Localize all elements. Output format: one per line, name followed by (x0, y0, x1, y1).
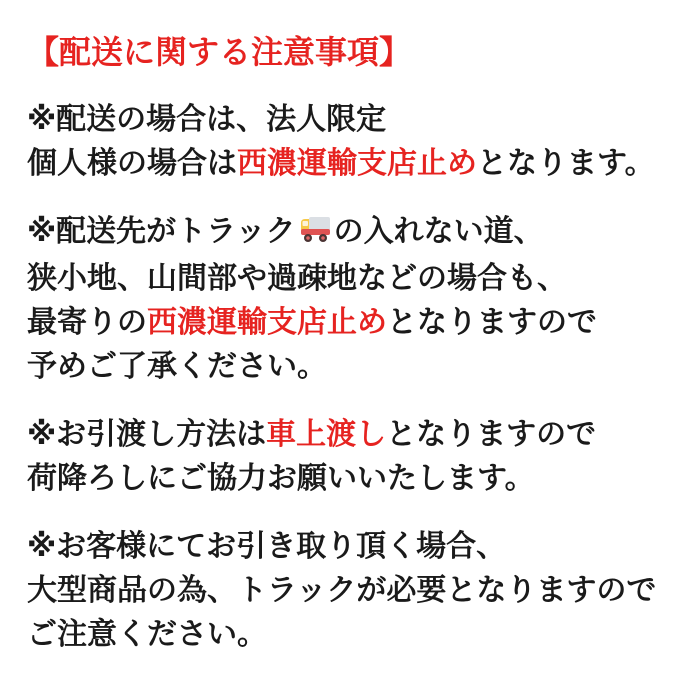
text-segment: となりますので (386, 418, 597, 451)
text-segment: 最寄りの (27, 306, 147, 339)
text-segment: ※お引渡し方法は (27, 418, 267, 451)
notice-line (27, 210, 680, 257)
text-segment: ※配送先がトラック (27, 215, 296, 248)
notice-line (27, 301, 680, 345)
text-segment: 大型商品の為、トラックが必要となりますので (27, 574, 657, 607)
highlight-tailgate-delivery: 車上渡し (266, 418, 387, 451)
notice-line (27, 345, 680, 389)
text-segment: 狭小地、山間部や過疎地などの場合も、 (27, 262, 567, 295)
text-segment: 予めご了承ください。 (27, 350, 327, 383)
delivery-truck-icon (298, 213, 332, 257)
text-segment: ※お客様にてお引き取り頂く場合、 (27, 530, 507, 563)
text-segment: ※配送の場合は、法人限定 (27, 103, 387, 136)
paragraph-corporate-only (27, 98, 680, 186)
notice-line (27, 457, 680, 501)
highlight-seino-branch-hold: 西濃運輸支店止め (147, 306, 387, 339)
text-segment: 荷降ろしにご協力お願いいたします。 (27, 462, 535, 495)
paragraph-inaccessible-roads (27, 210, 680, 389)
notice-line (27, 525, 680, 569)
notice-line (27, 413, 680, 457)
paragraph-handover-method (27, 413, 680, 501)
notice-line (27, 98, 680, 142)
notice-line (27, 142, 680, 186)
highlight-seino-branch-hold: 西濃運輸支店止め (237, 147, 477, 180)
text-segment: となりますので (387, 306, 597, 339)
notice-line (27, 257, 680, 301)
notice-line (27, 569, 680, 613)
text-segment: の入れない道、 (333, 215, 544, 248)
text-segment: 個人様の場合は (27, 147, 237, 180)
notice-line (27, 613, 680, 657)
text-segment: ご注意ください。 (27, 618, 267, 651)
notice-title: 【配送に関する注意事項】 (27, 34, 412, 70)
paragraph-customer-pickup (27, 525, 680, 657)
text-segment: となります。 (477, 147, 655, 180)
